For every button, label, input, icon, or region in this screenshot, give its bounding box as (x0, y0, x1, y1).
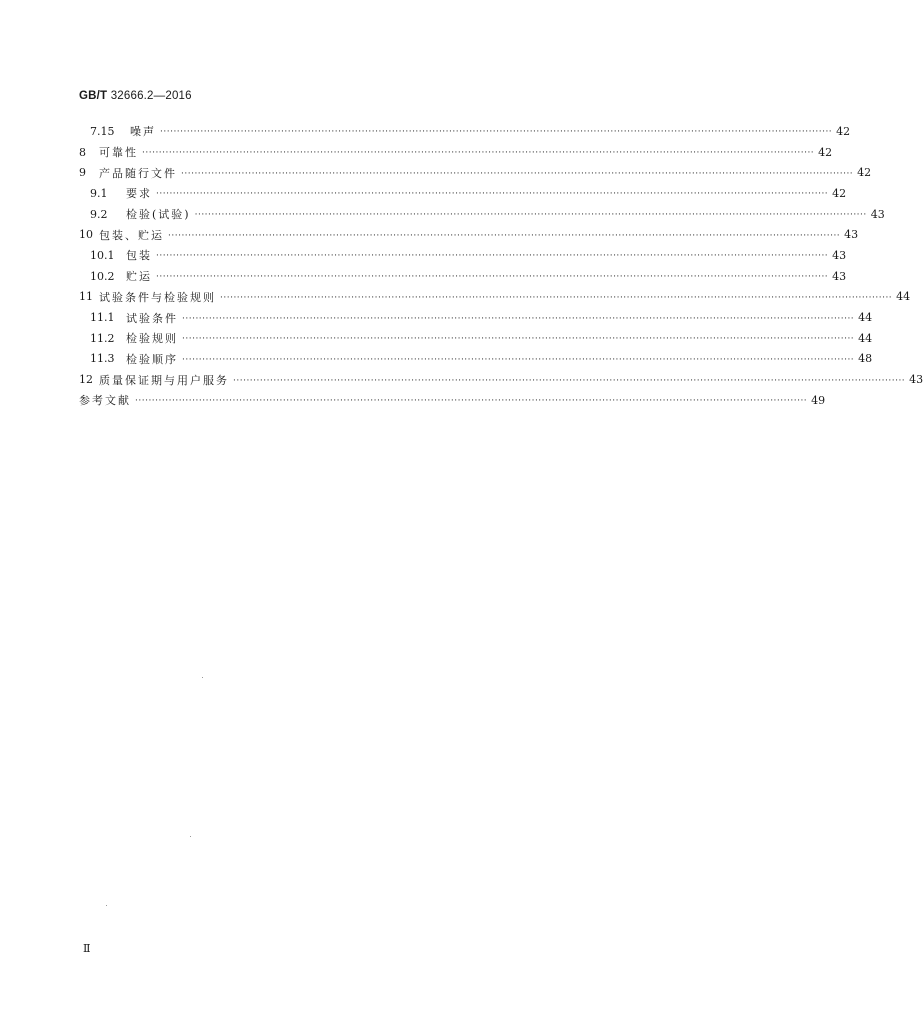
toc-entry-page: 44 (896, 290, 911, 304)
toc-entry-title: 参考文献 (79, 394, 131, 408)
toc-entry-page: 43 (844, 228, 859, 242)
toc-entry-title: 试验条件 (126, 311, 178, 325)
dot-leader: ········································································································································································································ (182, 334, 855, 345)
toc-entry-number: 9.2 (90, 207, 108, 221)
toc-entry[interactable] (79, 266, 847, 287)
toc-entry-page: 42 (818, 145, 833, 159)
toc-entry-number: 10 (79, 228, 93, 242)
toc-entry[interactable] (79, 204, 885, 225)
scan-speck (190, 836, 191, 837)
dot-leader: ········································································································································································································ (156, 272, 829, 283)
toc-entry-page: 43 (832, 248, 847, 262)
toc-entry-title: 检验(试验) (126, 208, 191, 222)
toc-entry-title: 噪声 (130, 125, 156, 139)
toc-entry[interactable] (79, 121, 851, 142)
page-numeral: Ⅱ (83, 942, 91, 955)
toc-entry[interactable] (79, 349, 873, 370)
toc-entry-number: 9 (79, 166, 86, 180)
toc-entry-page: 43 (832, 269, 847, 283)
toc-entry-number: 10.2 (90, 269, 115, 283)
toc-entry[interactable] (79, 162, 872, 183)
dot-leader: ········································································································································································································ (182, 354, 855, 365)
dot-leader: ········································································································································································································ (142, 148, 815, 159)
toc-entry-title: 包装 (126, 249, 152, 263)
dot-leader: ········································································································································································································ (135, 396, 808, 407)
toc-entry[interactable] (79, 142, 833, 163)
table-of-contents (79, 121, 923, 411)
toc-entry[interactable] (79, 307, 873, 328)
toc-entry-title: 检验规则 (126, 332, 178, 346)
toc-entry-page: 44 (858, 331, 873, 345)
toc-entry-title: 包装、贮运 (99, 228, 164, 242)
toc-entry-page: 49 (811, 393, 826, 407)
dot-leader: ········································································································································································································ (156, 189, 829, 200)
toc-entry-page: 42 (832, 186, 847, 200)
dot-leader: ········································································································································································································ (233, 375, 906, 386)
toc-entry-number: 11.2 (90, 331, 115, 345)
dot-leader: ········································································································································································································ (220, 292, 893, 303)
scan-speck (202, 677, 203, 678)
toc-entry[interactable] (79, 245, 847, 266)
toc-entry-title: 可靠性 (99, 146, 138, 160)
dot-leader: ········································································································································································································ (160, 127, 833, 138)
dot-leader: ········································································································································································································ (181, 168, 854, 179)
toc-entry[interactable] (79, 224, 859, 245)
toc-entry-number: 12 (79, 373, 93, 387)
toc-entry-page: 43 (909, 373, 923, 387)
toc-entry-page: 43 (870, 207, 885, 221)
dot-leader: ········································································································································································································ (182, 313, 855, 324)
toc-entry-page: 42 (836, 124, 851, 138)
toc-entry-number: 11 (79, 290, 93, 304)
document-header (79, 90, 192, 102)
toc-entry-number: 10.1 (90, 248, 115, 262)
dot-leader: ········································································································································································································ (168, 230, 841, 241)
toc-entry-page: 48 (858, 352, 873, 366)
toc-entry-number: 11.1 (90, 311, 115, 325)
toc-entry-number: 8 (79, 145, 86, 159)
toc-entry[interactable] (79, 183, 847, 204)
toc-entry-title: 检验顺序 (126, 352, 178, 366)
standard-code: GB/T (79, 90, 108, 102)
toc-entry-number: 11.3 (90, 352, 115, 366)
toc-entry-number: 9.1 (90, 186, 108, 200)
toc-entry[interactable] (79, 287, 911, 308)
toc-entry-title: 质量保证期与用户服务 (99, 373, 229, 387)
standard-number: 32666.2—2016 (110, 90, 192, 102)
toc-entry-title: 试验条件与检验规则 (99, 290, 216, 304)
toc-entry[interactable] (79, 328, 873, 349)
toc-entry-number: 7.15 (90, 124, 115, 138)
toc-entry[interactable] (79, 369, 923, 390)
toc-entry[interactable] (79, 390, 826, 411)
toc-entry-title: 产品随行文件 (99, 166, 177, 180)
toc-entry-title: 要求 (126, 187, 152, 201)
dot-leader: ········································································································································································································ (156, 251, 829, 262)
toc-entry-page: 44 (858, 311, 873, 325)
toc-entry-title: 贮运 (126, 270, 152, 284)
scan-speck (106, 905, 107, 906)
dot-leader: ········································································································································································································ (194, 210, 867, 221)
toc-entry-page: 42 (857, 166, 872, 180)
